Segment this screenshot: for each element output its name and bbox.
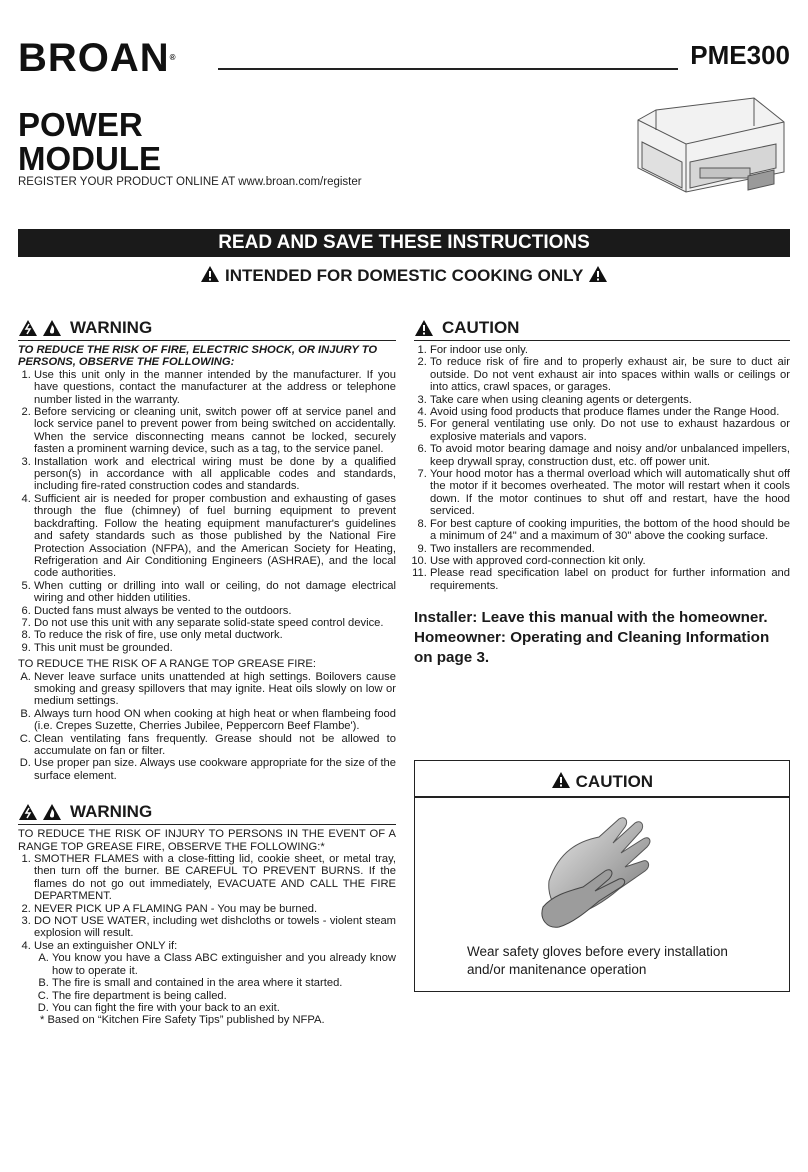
installer-note: Installer: Leave this manual with the homeowner. Homeowner: Operating and Cleaning Information on page 3. [414,609,770,667]
warning-triangle-icon [414,319,434,337]
read-save-banner: READ AND SAVE THESE INSTRUCTIONS [18,229,790,257]
warning-triangle-icon [200,265,220,283]
list-item: 11. Please read specification label on product for further information and requirements. [430,567,790,592]
model-number: PME300 [690,40,790,70]
list-item: 6. To avoid motor bearing damage and noisy and/or unbalanced impellers, keep drywall spray, construction dust, etc. off power unit. [430,443,790,468]
header-rule [218,68,678,70]
register-text: REGISTER YOUR PRODUCT ONLINE AT www.broan.com/register [18,176,362,188]
list-item: 3. Take care when using cleaning agents or detergents. [430,394,790,406]
list-item: 6. Ducted fans must always be vented to the outdoors. [34,605,396,617]
list-item: 3. Installation work and electrical wiring must be done by a qualified person(s) in accordance with all applicable codes and standards, including fire-rated construction codes and standards. [34,456,396,493]
list-item: A. You know you have a Class ABC extinguisher and you already know how to operate it. [52,952,396,977]
list-item: 4. Sufficient air is needed for proper combustion and exhausting of gases through the flue (chimney) of fuel burning equipment to prevent backdrafting. Follow the heating equipment manufacturer's guidelines and safety standards such as those published by the National Fire Protection Association (NFPA), and the American Society for Heating, Refrigeration and Air Conditioning Engineers (ASHRAE), and the local code authorities. [34,493,396,580]
list-item: 4. Use an extinguisher ONLY if: A. You know you have a Class ABC extinguisher and you already know how to operate it. B. The fire is small and contained in the area where it started. C. The fire department is being called. D. You can fight the fire with your back to an exit. [34,940,396,1014]
extinguisher-list [34,952,396,1014]
page-header [18,38,790,78]
page-title: POWER MODULE [18,106,161,177]
list-item: 2. Before servicing or cleaning unit, switch power off at service panel and lock service panel to prevent power from being switched on accidentally. When the service disconnecting means cannot be locked, securely fasten a prominent warning device, such as a tag, to the service panel. [34,406,396,456]
list-item: 4. Avoid using food products that produce flames under the Range Hood. [430,406,790,418]
list-item: D. You can fight the fire with your back to an exit. [52,1002,396,1014]
warning-lead: TO REDUCE THE RISK OF FIRE, ELECTRIC SHOCK, OR INJURY TO PERSONS, OBSERVE THE FOLLOWING: [18,344,378,369]
list-item: 5. For general ventilating use only. Do not use to exhaust hazardous or explosive materials and vapors. [430,418,790,443]
list-item: 8. For best capture of cooking impurities, the bottom of the hood should be a minimum of 24" and a maximum of 30" above the cooking surface. [430,518,790,543]
safety-gloves-illustration [539,811,665,935]
shock-hazard-icon [18,803,38,821]
shock-hazard-icon [18,319,38,337]
right-column [414,318,790,668]
list-item: B. Always turn hood ON when cooking at high heat or when flambeing food (i.e. Crepes Suzette, Cherries Jubilee, Peppercorn Beef Flambe'). [34,708,396,733]
grease-fire-list [18,671,396,783]
grease-fire-lead: TO REDUCE THE RISK OF A RANGE TOP GREASE FIRE: [18,658,316,671]
list-item: 2. To reduce risk of fire and to properly exhaust air, be sure to duct air outside. Do not vent exhaust air into spaces within walls or ceilings or into attics, crawl spaces, or garages. [430,356,790,393]
list-item: 10. Use with approved cord-connection kit only. [430,555,790,567]
list-item: 3. DO NOT USE WATER, including wet dishcloths or towels - violent steam explosion will result. [34,915,396,940]
warning-triangle-icon [551,771,571,789]
fire-hazard-icon [42,319,62,337]
list-item: 8. To reduce the risk of fire, use only metal ductwork. [34,629,396,641]
list-item: 9. Two installers are recommended. [430,543,790,555]
warning-triangle-icon [588,265,608,283]
caution-box-rule [415,796,789,798]
list-item: D. Use proper pan size. Always use cookware appropriate for the size of the surface element. [34,757,396,782]
list-item: C. The fire department is being called. [52,990,396,1002]
footnote: * Based on “Kitchen Fire Safety Tips” published by NFPA. [40,1014,325,1027]
list-item: 1. Use this unit only in the manner intended by the manufacturer. If you have questions, contact the manufacturer at the address or telephone number listed in the warranty. [34,369,396,406]
warning-list [18,369,396,654]
list-item: 9. This unit must be grounded. [34,642,396,654]
list-item: 7. Do not use this unit with any separate solid-state speed control device. [34,617,396,629]
list-item: 7. Your hood motor has a thermal overload which will automatically shut off the motor if it becomes overheated. The motor will restart when it cools down. If the motor continues to shut off and restart, have the hood serviced. [430,468,790,518]
caution-list [414,344,790,592]
list-item: B. The fire is small and contained in the area where it started. [52,977,396,989]
list-item: A. Never leave surface units unattended at high settings. Boilovers cause smoking and greasy spillovers that may ignite. Heat oils slowly on low or medium settings. [34,671,396,708]
power-module-illustration [636,92,786,212]
warning-heading-2: WARNING [18,802,396,825]
warning2-list [18,853,396,1014]
list-item: 5. When cutting or drilling into wall or ceiling, do not damage electrical wiring and other hidden utilities. [34,580,396,605]
list-item: C. Clean ventilating fans frequently. Grease should not be allowed to accumulate on fan or filter. [34,733,396,758]
left-column [18,318,396,1027]
list-item: 2. NEVER PICK UP A FLAMING PAN - You may be burned. [34,903,396,915]
fire-hazard-icon [42,803,62,821]
list-item: 1. For indoor use only. [430,344,790,356]
brand-logo: BROAN® [18,36,177,80]
warning-heading: WARNING [18,318,396,341]
list-item: 1. SMOTHER FLAMES with a close-fitting lid, cookie sheet, or metal tray, then turn off the burner. BE CAREFUL TO PREVENT BURNS. If the flames do not go out immediately, EVACUATE AND CALL THE FIRE DEPARTMENT. [34,853,396,903]
gloves-instruction: Wear safety gloves before every installation and/or manitenance operation [467,944,728,977]
domestic-notice: INTENDED FOR DOMESTIC COOKING ONLY [18,264,790,288]
warning2-lead: TO REDUCE THE RISK OF INJURY TO PERSONS IN THE EVENT OF A RANGE TOP GREASE FIRE, OBSERVE THE FOLLOWING:* [18,828,396,853]
caution-heading: CAUTION [414,318,790,341]
caution-box-heading: CAUTION [415,771,789,792]
gloves-caution-box [414,760,790,992]
